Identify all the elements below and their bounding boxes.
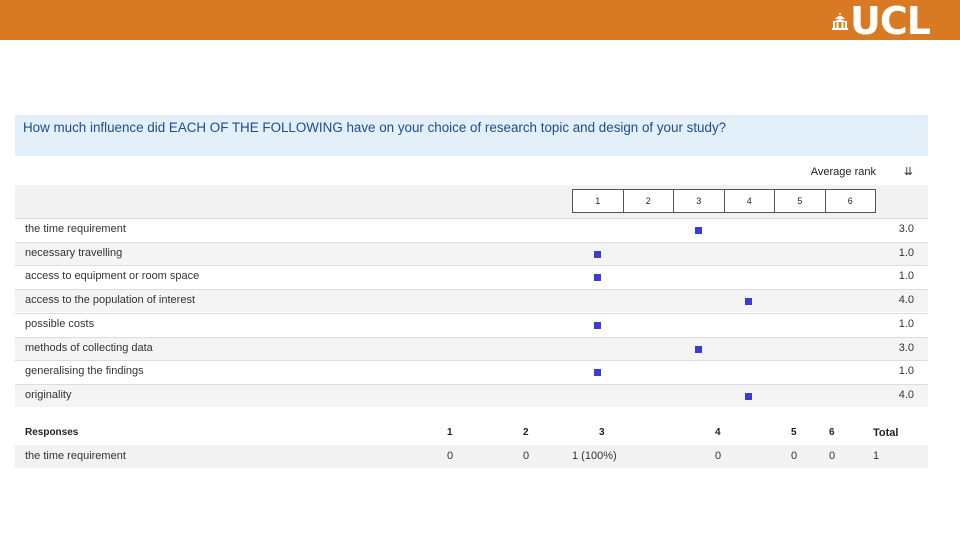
page-header xyxy=(0,0,960,43)
scale-box-6: 6 xyxy=(825,189,877,213)
responses-cell: 0 xyxy=(523,450,530,462)
average-rank-value: 3.0 xyxy=(898,223,914,235)
responses-header xyxy=(15,427,928,446)
survey-panel xyxy=(15,115,928,470)
rank-marker xyxy=(594,251,601,258)
responses-row xyxy=(15,445,928,468)
table-row xyxy=(15,313,928,336)
table-row xyxy=(15,289,928,312)
ucl-logo xyxy=(832,0,930,43)
rank-marker xyxy=(695,227,702,234)
portico-icon xyxy=(832,12,848,30)
scale-box-1: 1 xyxy=(572,189,624,213)
scale-box-4: 4 xyxy=(724,189,776,213)
row-label: possible costs xyxy=(25,317,95,330)
responses-cell: 0 xyxy=(791,450,798,462)
row-label: the time requirement xyxy=(25,223,126,235)
average-rank-value: 1.0 xyxy=(898,317,914,330)
logo-text: UCL xyxy=(850,0,930,43)
rank-marker xyxy=(594,274,601,281)
rank-marker xyxy=(745,393,752,400)
rank-marker xyxy=(695,346,702,353)
rank-scale xyxy=(15,185,928,218)
table-row xyxy=(15,265,928,288)
responses-cell: 1 xyxy=(873,450,880,462)
responses-cell: 0 xyxy=(447,450,454,462)
average-rank-value: 1.0 xyxy=(898,270,914,283)
table-row xyxy=(15,360,928,383)
scale-box-2: 2 xyxy=(623,189,675,213)
row-label: necessary travelling xyxy=(25,246,123,259)
responses-col-header: Total xyxy=(873,427,899,439)
table-row xyxy=(15,218,928,241)
responses-cell: 0 xyxy=(715,450,722,462)
average-rank-value: 1.0 xyxy=(898,365,914,378)
responses-col-header: 6 xyxy=(829,427,835,438)
responses-col-header: 4 xyxy=(715,427,721,438)
average-rank-header[interactable]: Average rank xyxy=(810,166,876,178)
responses-col-header: Responses xyxy=(25,427,79,438)
rank-marker xyxy=(594,369,601,376)
row-label: generalising the findings xyxy=(25,365,144,378)
scale-box-5: 5 xyxy=(774,189,826,213)
responses-cell: 1 (100%) xyxy=(572,450,617,462)
average-rank-value: 4.0 xyxy=(898,294,914,307)
row-label: methods of collecting data xyxy=(25,341,153,354)
table-row xyxy=(15,242,928,265)
table-row xyxy=(15,384,928,407)
question-title: How much influence did EACH OF THE FOLLOWING have on your choice of research topic and design of your study? xyxy=(15,115,928,156)
responses-col-header: 5 xyxy=(791,427,797,438)
responses-col-header: 2 xyxy=(523,427,529,438)
row-label: access to equipment or room space xyxy=(25,270,200,283)
responses-cell: 0 xyxy=(829,450,836,462)
average-rank-value: 1.0 xyxy=(898,246,914,259)
rank-marker xyxy=(745,298,752,305)
responses-col-header: 1 xyxy=(447,427,453,438)
average-rank-value: 4.0 xyxy=(898,388,914,401)
average-rank-value: 3.0 xyxy=(898,341,914,354)
responses-cell: the time requirement xyxy=(25,450,126,462)
row-label: originality xyxy=(25,388,72,401)
rank-marker xyxy=(594,322,601,329)
sort-down-icon[interactable]: ⇊ xyxy=(903,166,913,178)
table-row xyxy=(15,337,928,360)
row-label: access to the population of interest xyxy=(25,294,195,307)
scale-box-3: 3 xyxy=(673,189,725,213)
responses-col-header: 3 xyxy=(599,427,605,438)
